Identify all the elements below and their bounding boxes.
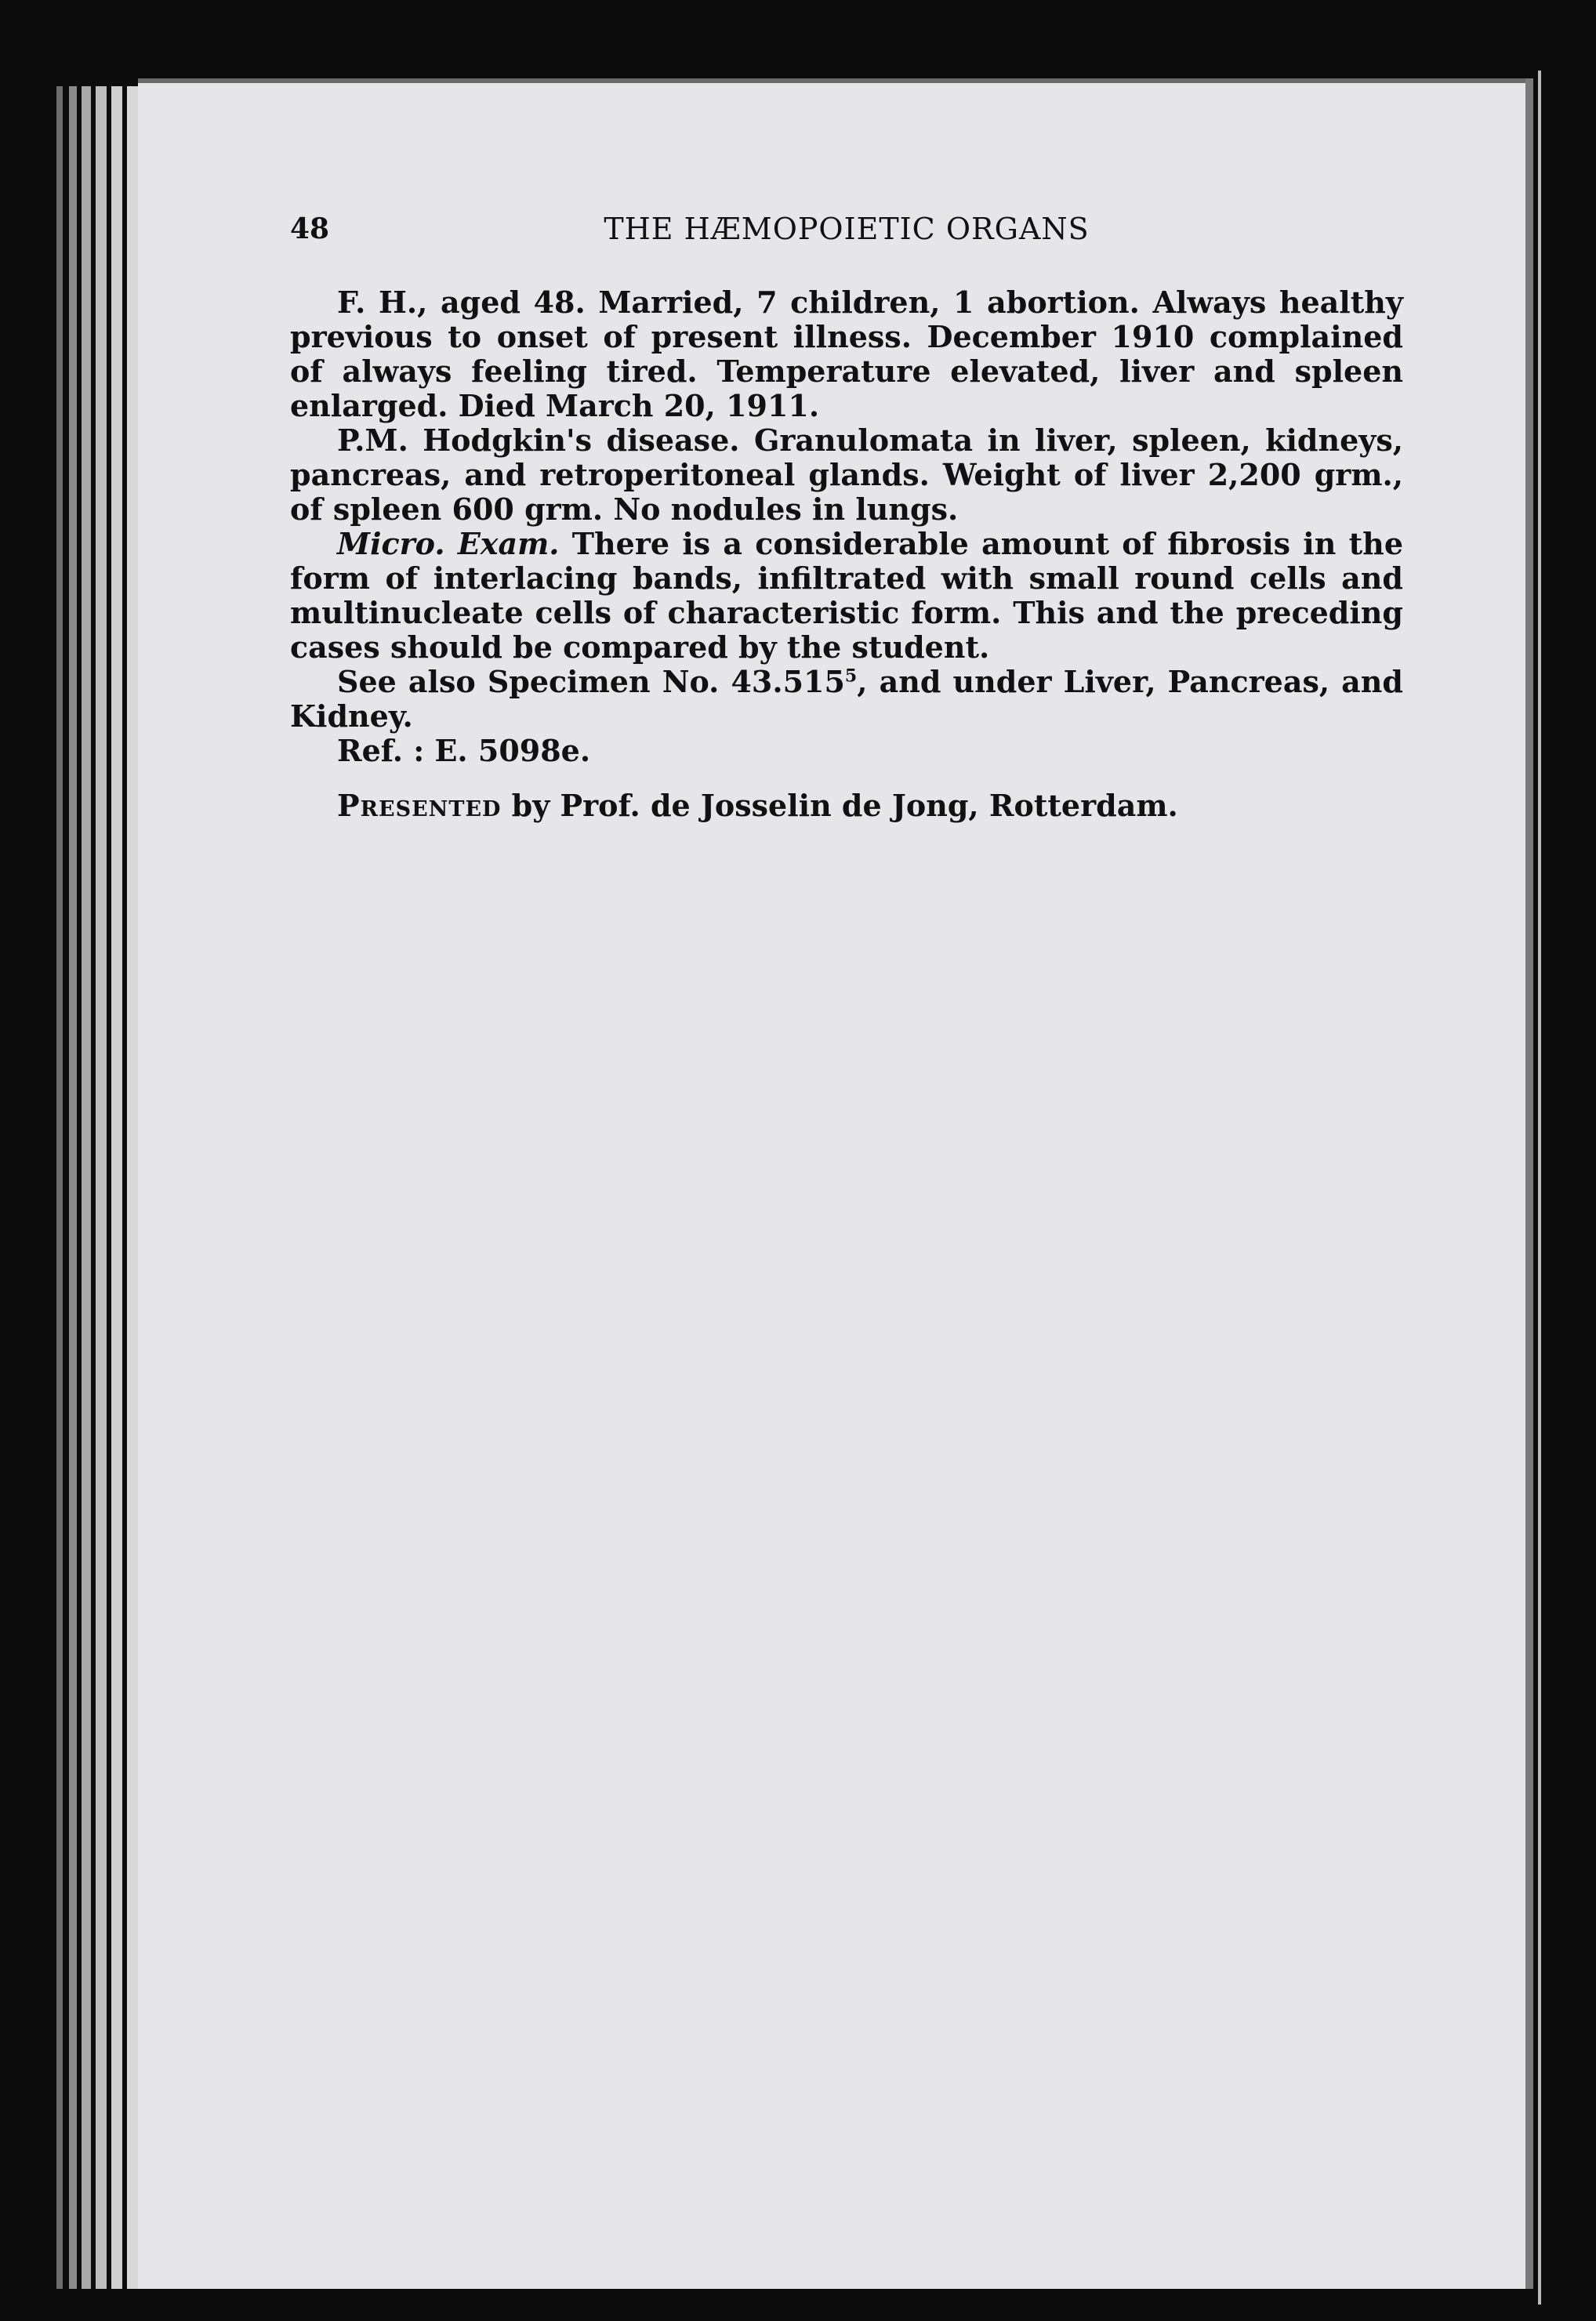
binding-edge xyxy=(69,86,77,2289)
post-mortem-paragraph: P.M. Hodgkin's disease. Granulomata in liver, spleen, kidneys, pancreas, and retroperitoneal glands. Weight of liver 2,200 grm., of spleen 600 grm. No nodules in lungs. xyxy=(290,422,1403,527)
case-history-paragraph: F. H., aged 48. Married, 7 children, 1 abortion. Always healthy previous to onset of present illness. December 1910 complained of always feeling tired. Temperature elevated, liver and spleen enlarged. Died March 20, 1911. xyxy=(290,285,1403,423)
see-also-paragraph xyxy=(290,665,1403,734)
page-number: 48 xyxy=(290,212,330,245)
binding-edge xyxy=(127,86,138,2289)
see-also-superscript: 5 xyxy=(844,665,858,687)
page-right-edge xyxy=(1525,78,1533,2289)
see-also-text-end: , and under Liver, Pancreas, and Kidney. xyxy=(290,664,1404,734)
microscopic-exam-label: Micro. Exam. xyxy=(337,526,560,561)
microscopic-exam-paragraph xyxy=(290,527,1403,665)
microscopic-exam-text: There is a considerable amount of fibrosis in the form of interlacing bands, infiltrated with small round cells and multinucleate cells of characteristic form. This and the preceding cases should be compared by the student. xyxy=(290,526,1403,665)
binding-edge xyxy=(56,86,63,2289)
page-text xyxy=(290,212,1403,823)
presented-label: Presented xyxy=(337,788,502,823)
presented-line xyxy=(290,789,1403,823)
page-header xyxy=(290,212,1403,259)
binding-edge xyxy=(111,86,122,2289)
reference-line: Ref. : E. 5098e. xyxy=(337,733,591,768)
presented-text: by Prof. de Josselin de Jong, Rotterdam. xyxy=(501,788,1178,823)
see-also-text-start: See also Specimen No. 43.515 xyxy=(337,664,845,699)
page-right-line xyxy=(1538,71,1541,2305)
binding-edge xyxy=(82,86,91,2289)
running-title: THE HÆMOPOIETIC ORGANS xyxy=(604,212,1090,246)
binding-edge xyxy=(96,86,107,2289)
